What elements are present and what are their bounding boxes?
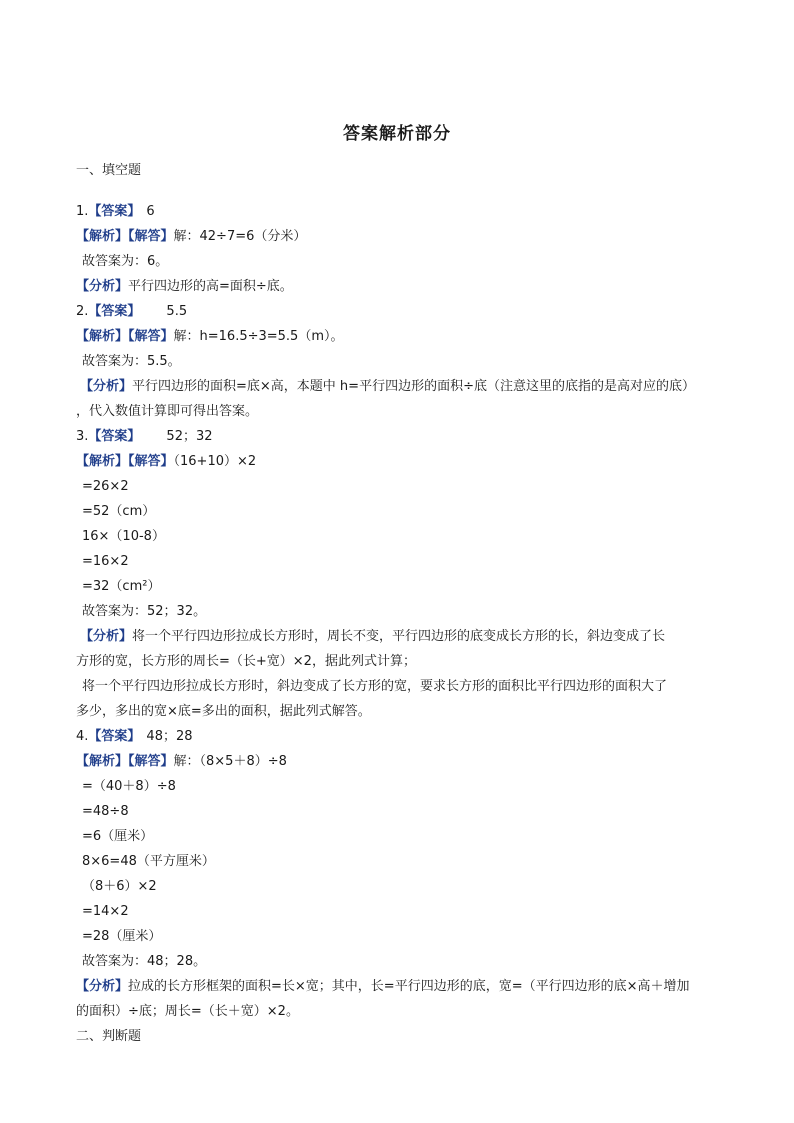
q4-calc-line: =28（厘米） (82, 929, 162, 944)
q4-calc-line: =6（厘米） (82, 829, 154, 844)
q1-fenxi-line (76, 274, 726, 299)
analysis-tag: 【解析】【解答】 (76, 329, 174, 344)
q4-analysis-line (76, 749, 726, 774)
q1-analysis-text: 解：42÷7=6（分米） (173, 229, 307, 244)
section-heading: 二、判断题 (76, 1029, 142, 1044)
q1-answer: 6 (146, 204, 155, 219)
answer-tag: 【答案】 (88, 429, 141, 444)
q2-fenxi-text-1: 平行四边形的面积=底×高，本题中 h=平行四边形的面积÷底（注意这里的底指的是高对应的底） (132, 379, 695, 394)
content (76, 158, 726, 1049)
q3-fenxi-line-2: 方形的宽，长方形的周长=（长+宽）×2，据此列式计算； (76, 654, 416, 669)
q3-fenxi-line-4: 多少，多出的宽×底=多出的面积，据此列式解答。 (76, 704, 371, 719)
q2-fenxi-line-2: ，代入数值计算即可得出答案。 (76, 404, 259, 419)
q4-result-line: 故答案为：48；28。 (82, 954, 207, 969)
analysis-tag: 【解析】【解答】 (76, 229, 174, 244)
q3-calc-line: =26×2 (82, 479, 129, 494)
q3-result-line: 故答案为：52；32。 (82, 604, 207, 619)
q4-fenxi-text-1: 拉成的长方形框架的面积=长×宽；其中，长=平行四边形的底，宽=（平行四边形的底×高＋增加 (128, 979, 690, 994)
q4-number: 4. (76, 729, 89, 744)
q3-calc-line: =16×2 (82, 554, 129, 569)
q2-fenxi-line (76, 374, 726, 399)
q3-calc-line: =52（cm） (82, 504, 156, 519)
section-heading: 一、填空题 (76, 163, 142, 178)
q4-calc-line: =（40＋8）÷8 (82, 779, 176, 794)
answer-tag: 【答案】 (88, 204, 141, 219)
spacer (76, 183, 726, 199)
q1-result-line: 故答案为：6。 (82, 254, 169, 269)
q3-answer-line (76, 424, 726, 449)
q3-number: 3. (76, 429, 89, 444)
fenxi-tag: 【分析】 (80, 379, 133, 394)
q3-analysis-line (76, 449, 726, 474)
answer-tag: 【答案】 (88, 729, 141, 744)
q3-calc-line: =32（cm²） (82, 579, 161, 594)
q4-fenxi-line-2: 的面积）÷底；周长=（长＋宽）×2。 (76, 1004, 299, 1019)
q3-answer: 52；32 (166, 429, 213, 444)
q4-fenxi-line (76, 974, 726, 999)
q1-analysis-line (76, 224, 726, 249)
q4-calc-line: =48÷8 (82, 804, 129, 819)
q4-answer-line (76, 724, 726, 749)
q3-analysis-first: （16+10）×2 (173, 454, 257, 469)
q4-answer: 48；28 (146, 729, 193, 744)
q1-answer-line (76, 199, 726, 224)
page-title: 答案解析部分 (343, 124, 451, 144)
fenxi-tag: 【分析】 (80, 629, 133, 644)
q4-calc-line: 8×6=48（平方厘米） (82, 854, 215, 869)
q3-calc-line: 16×（10-8） (82, 529, 165, 544)
q3-fenxi-text-1: 将一个平行四边形拉成长方形时，周长不变，平行四边形的底变成长方形的长，斜边变成了长 (132, 629, 666, 644)
q2-answer-line (76, 299, 726, 324)
analysis-tag: 【解析】【解答】 (76, 754, 174, 769)
q2-answer: 5.5 (166, 304, 188, 319)
q4-analysis-first: 解：（8×5＋8）÷8 (173, 754, 287, 769)
q4-calc-line: （8＋6）×2 (82, 879, 157, 894)
q3-fenxi-line-3: 将一个平行四边形拉成长方形时，斜边变成了长方形的宽，要求长方形的面积比平行四边形的面积大了 (82, 679, 668, 694)
q1-number: 1. (76, 204, 89, 219)
q3-fenxi-line (76, 624, 726, 649)
q2-number: 2. (76, 304, 89, 319)
q1-fenxi-text: 平行四边形的高=面积÷底。 (128, 279, 293, 294)
analysis-tag: 【解析】【解答】 (76, 454, 174, 469)
q2-analysis-line (76, 324, 726, 349)
q2-analysis-text: 解：h=16.5÷3=5.5（m）。 (173, 329, 344, 344)
q4-calc-line: =14×2 (82, 904, 129, 919)
fenxi-tag: 【分析】 (76, 979, 129, 994)
fenxi-tag: 【分析】 (76, 279, 129, 294)
q2-result-line: 故答案为：5.5。 (82, 354, 181, 369)
answer-tag: 【答案】 (88, 304, 141, 319)
